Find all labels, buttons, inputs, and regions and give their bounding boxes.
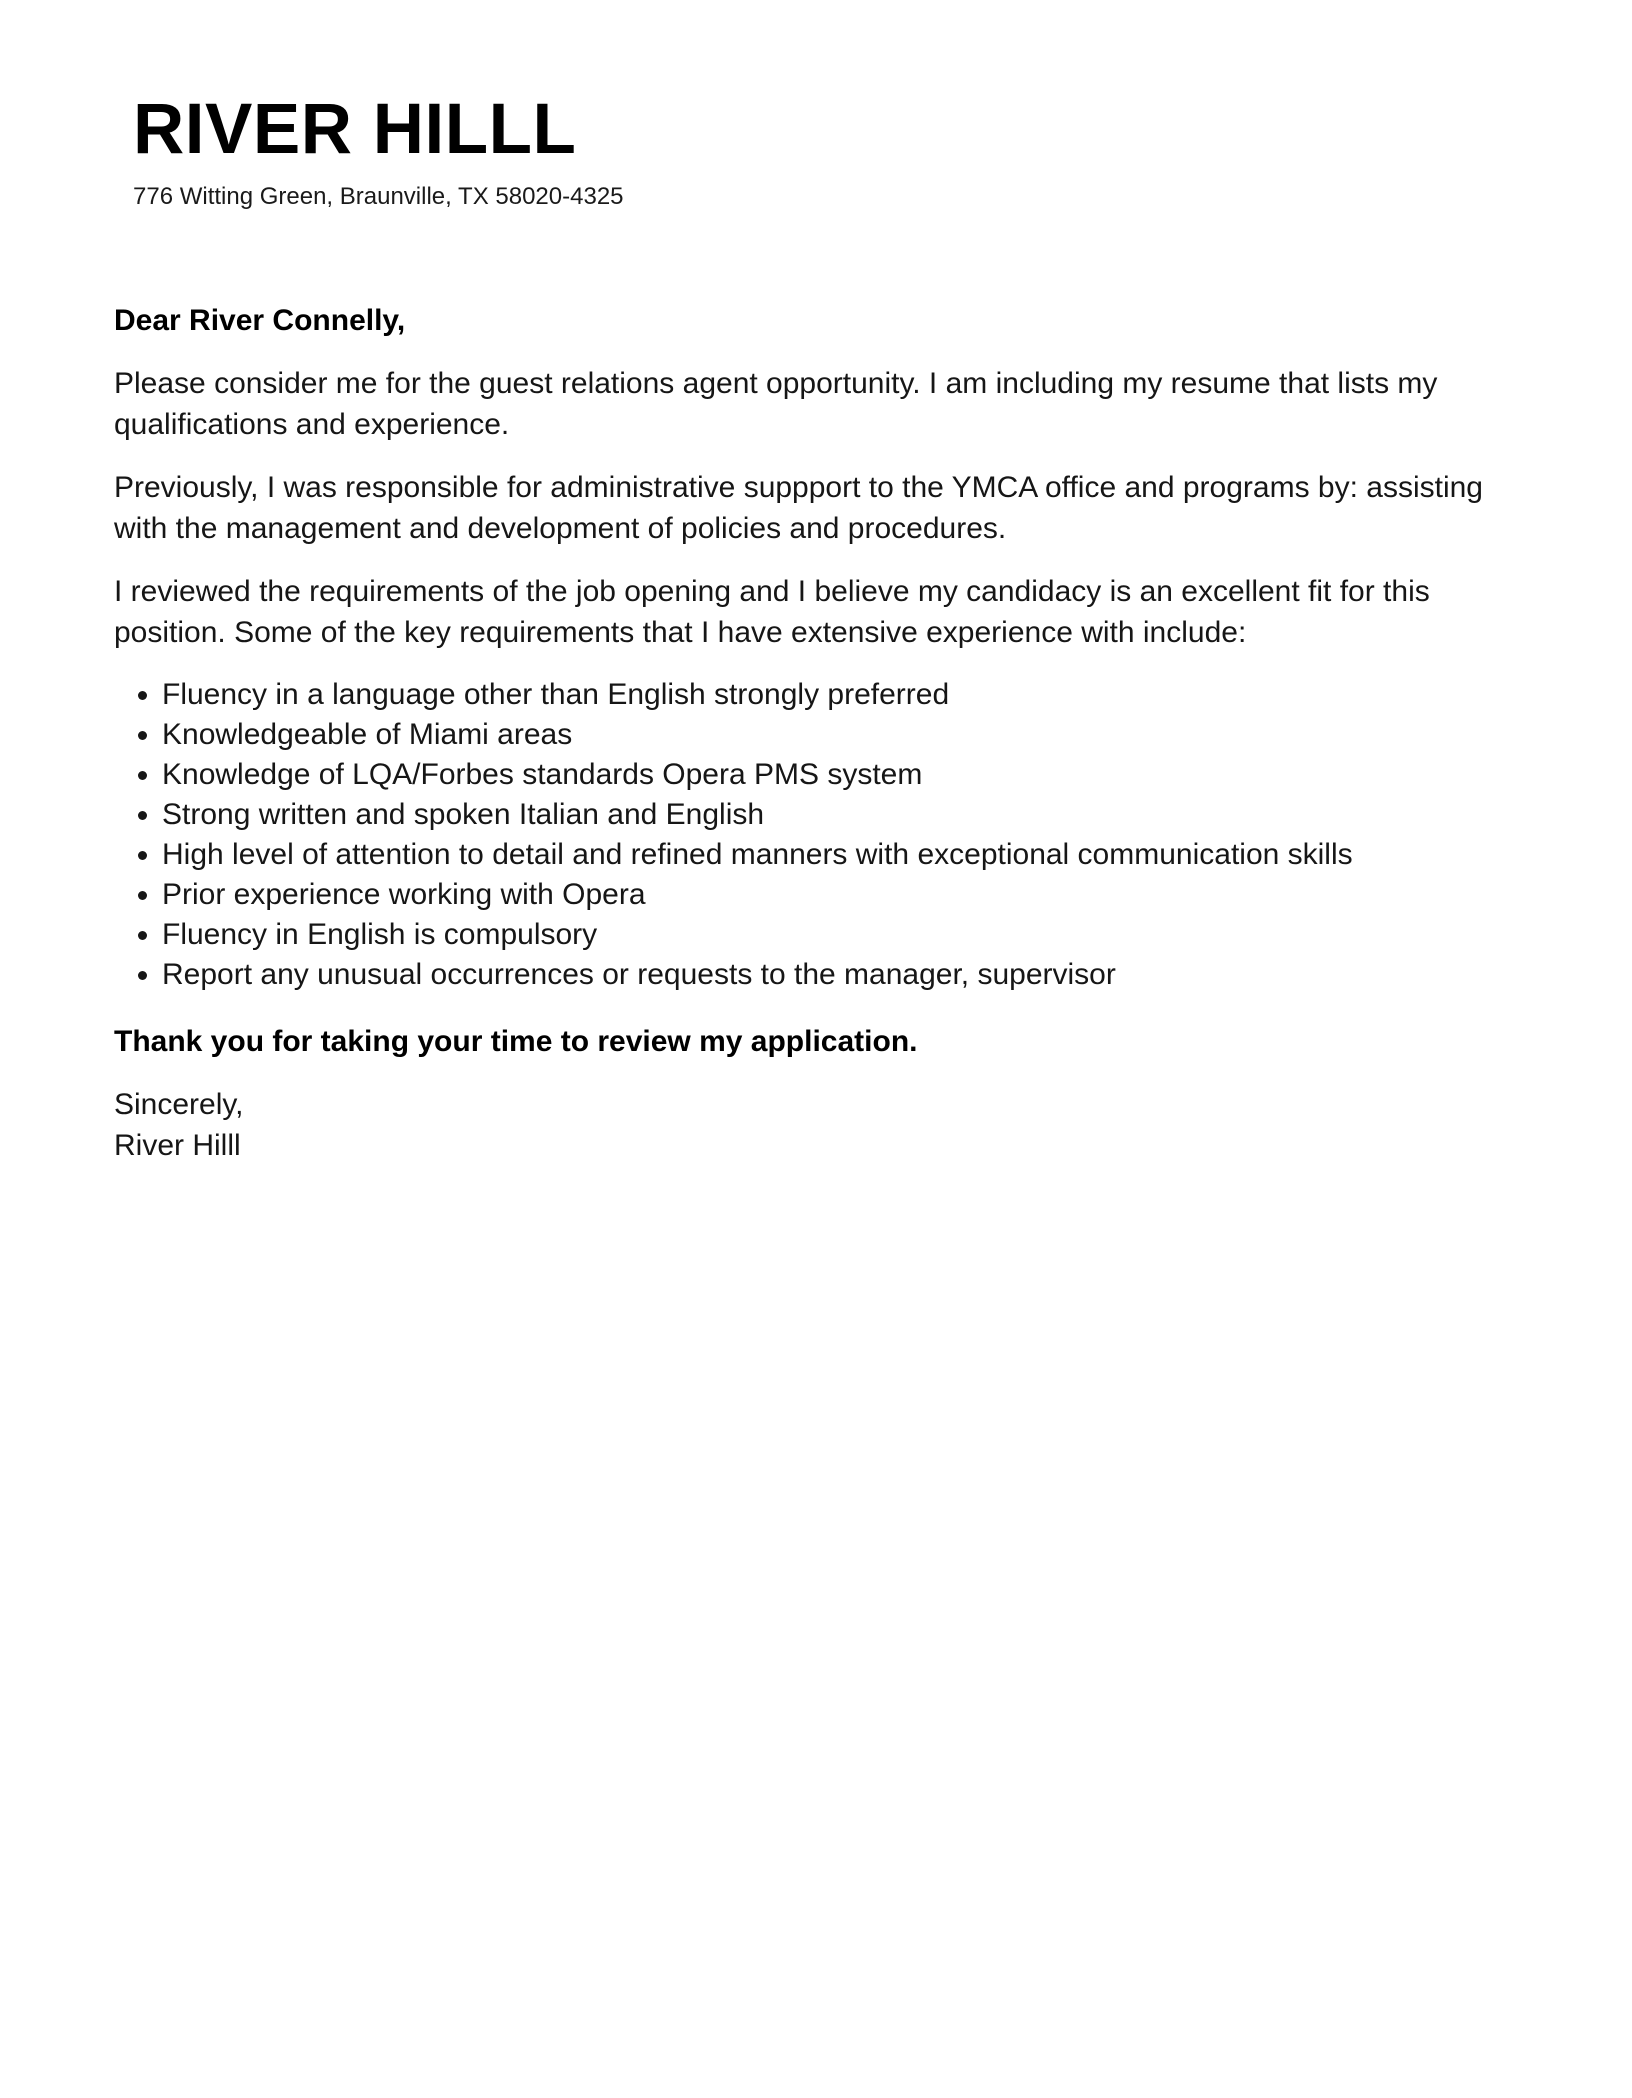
closing-thanks: Thank you for taking your time to review my application.: [114, 1025, 918, 1058]
requirement-text: Fluency in English is compulsory: [162, 918, 598, 951]
requirement-text: Fluency in a language other than English strongly preferred: [162, 678, 950, 711]
requirement-text: Prior experience working with Opera: [162, 878, 646, 911]
list-item: [162, 835, 1534, 875]
bullet-icon: [138, 891, 147, 900]
requirements-intro-paragraph: I reviewed the requirements of the job opening and I believe my candidacy is an excellent fit for this position. Some of the key requirements that I have extensive experience with include:: [114, 575, 1430, 649]
requirement-text: Knowledgeable of Miami areas: [162, 718, 573, 751]
requirement-text: Strong written and spoken Italian and English: [162, 798, 765, 831]
intro-paragraph: Please consider me for the guest relations agent opportunity. I am including my resume that lists my qualifications and experience.: [114, 367, 1438, 441]
signoff: Sincerely,: [114, 1088, 244, 1121]
letter-header: [133, 88, 1433, 212]
requirement-text: High level of attention to detail and refined manners with exceptional communication skills: [162, 838, 1353, 871]
bullet-icon: [138, 811, 147, 820]
bullet-icon: [138, 771, 147, 780]
requirement-text: Report any unusual occurrences or requests to the manager, supervisor: [162, 958, 1116, 991]
list-item: [162, 755, 1534, 795]
list-item: [162, 715, 1534, 755]
requirements-list: [114, 675, 1534, 995]
list-item: [162, 795, 1534, 835]
letter-body: [114, 300, 1534, 1166]
applicant-name: RIVER HILLL: [133, 90, 577, 169]
list-item: [162, 875, 1534, 915]
experience-paragraph: Previously, I was responsible for administrative suppport to the YMCA office and programs by: assisting with the management and development of policies and procedures.: [114, 471, 1483, 545]
list-item: [162, 675, 1534, 715]
bullet-icon: [138, 931, 147, 940]
requirement-text: Knowledge of LQA/Forbes standards Opera PMS system: [162, 758, 923, 791]
list-item: [162, 915, 1534, 955]
bullet-icon: [138, 731, 147, 740]
salutation: Dear River Connelly,: [114, 304, 406, 337]
list-item: [162, 955, 1534, 995]
applicant-address: 776 Witting Green, Braunville, TX 58020-4325: [133, 183, 624, 210]
bullet-icon: [138, 851, 147, 860]
bullet-icon: [138, 691, 147, 700]
bullet-icon: [138, 971, 147, 980]
signature-name: River Hilll: [114, 1129, 241, 1162]
